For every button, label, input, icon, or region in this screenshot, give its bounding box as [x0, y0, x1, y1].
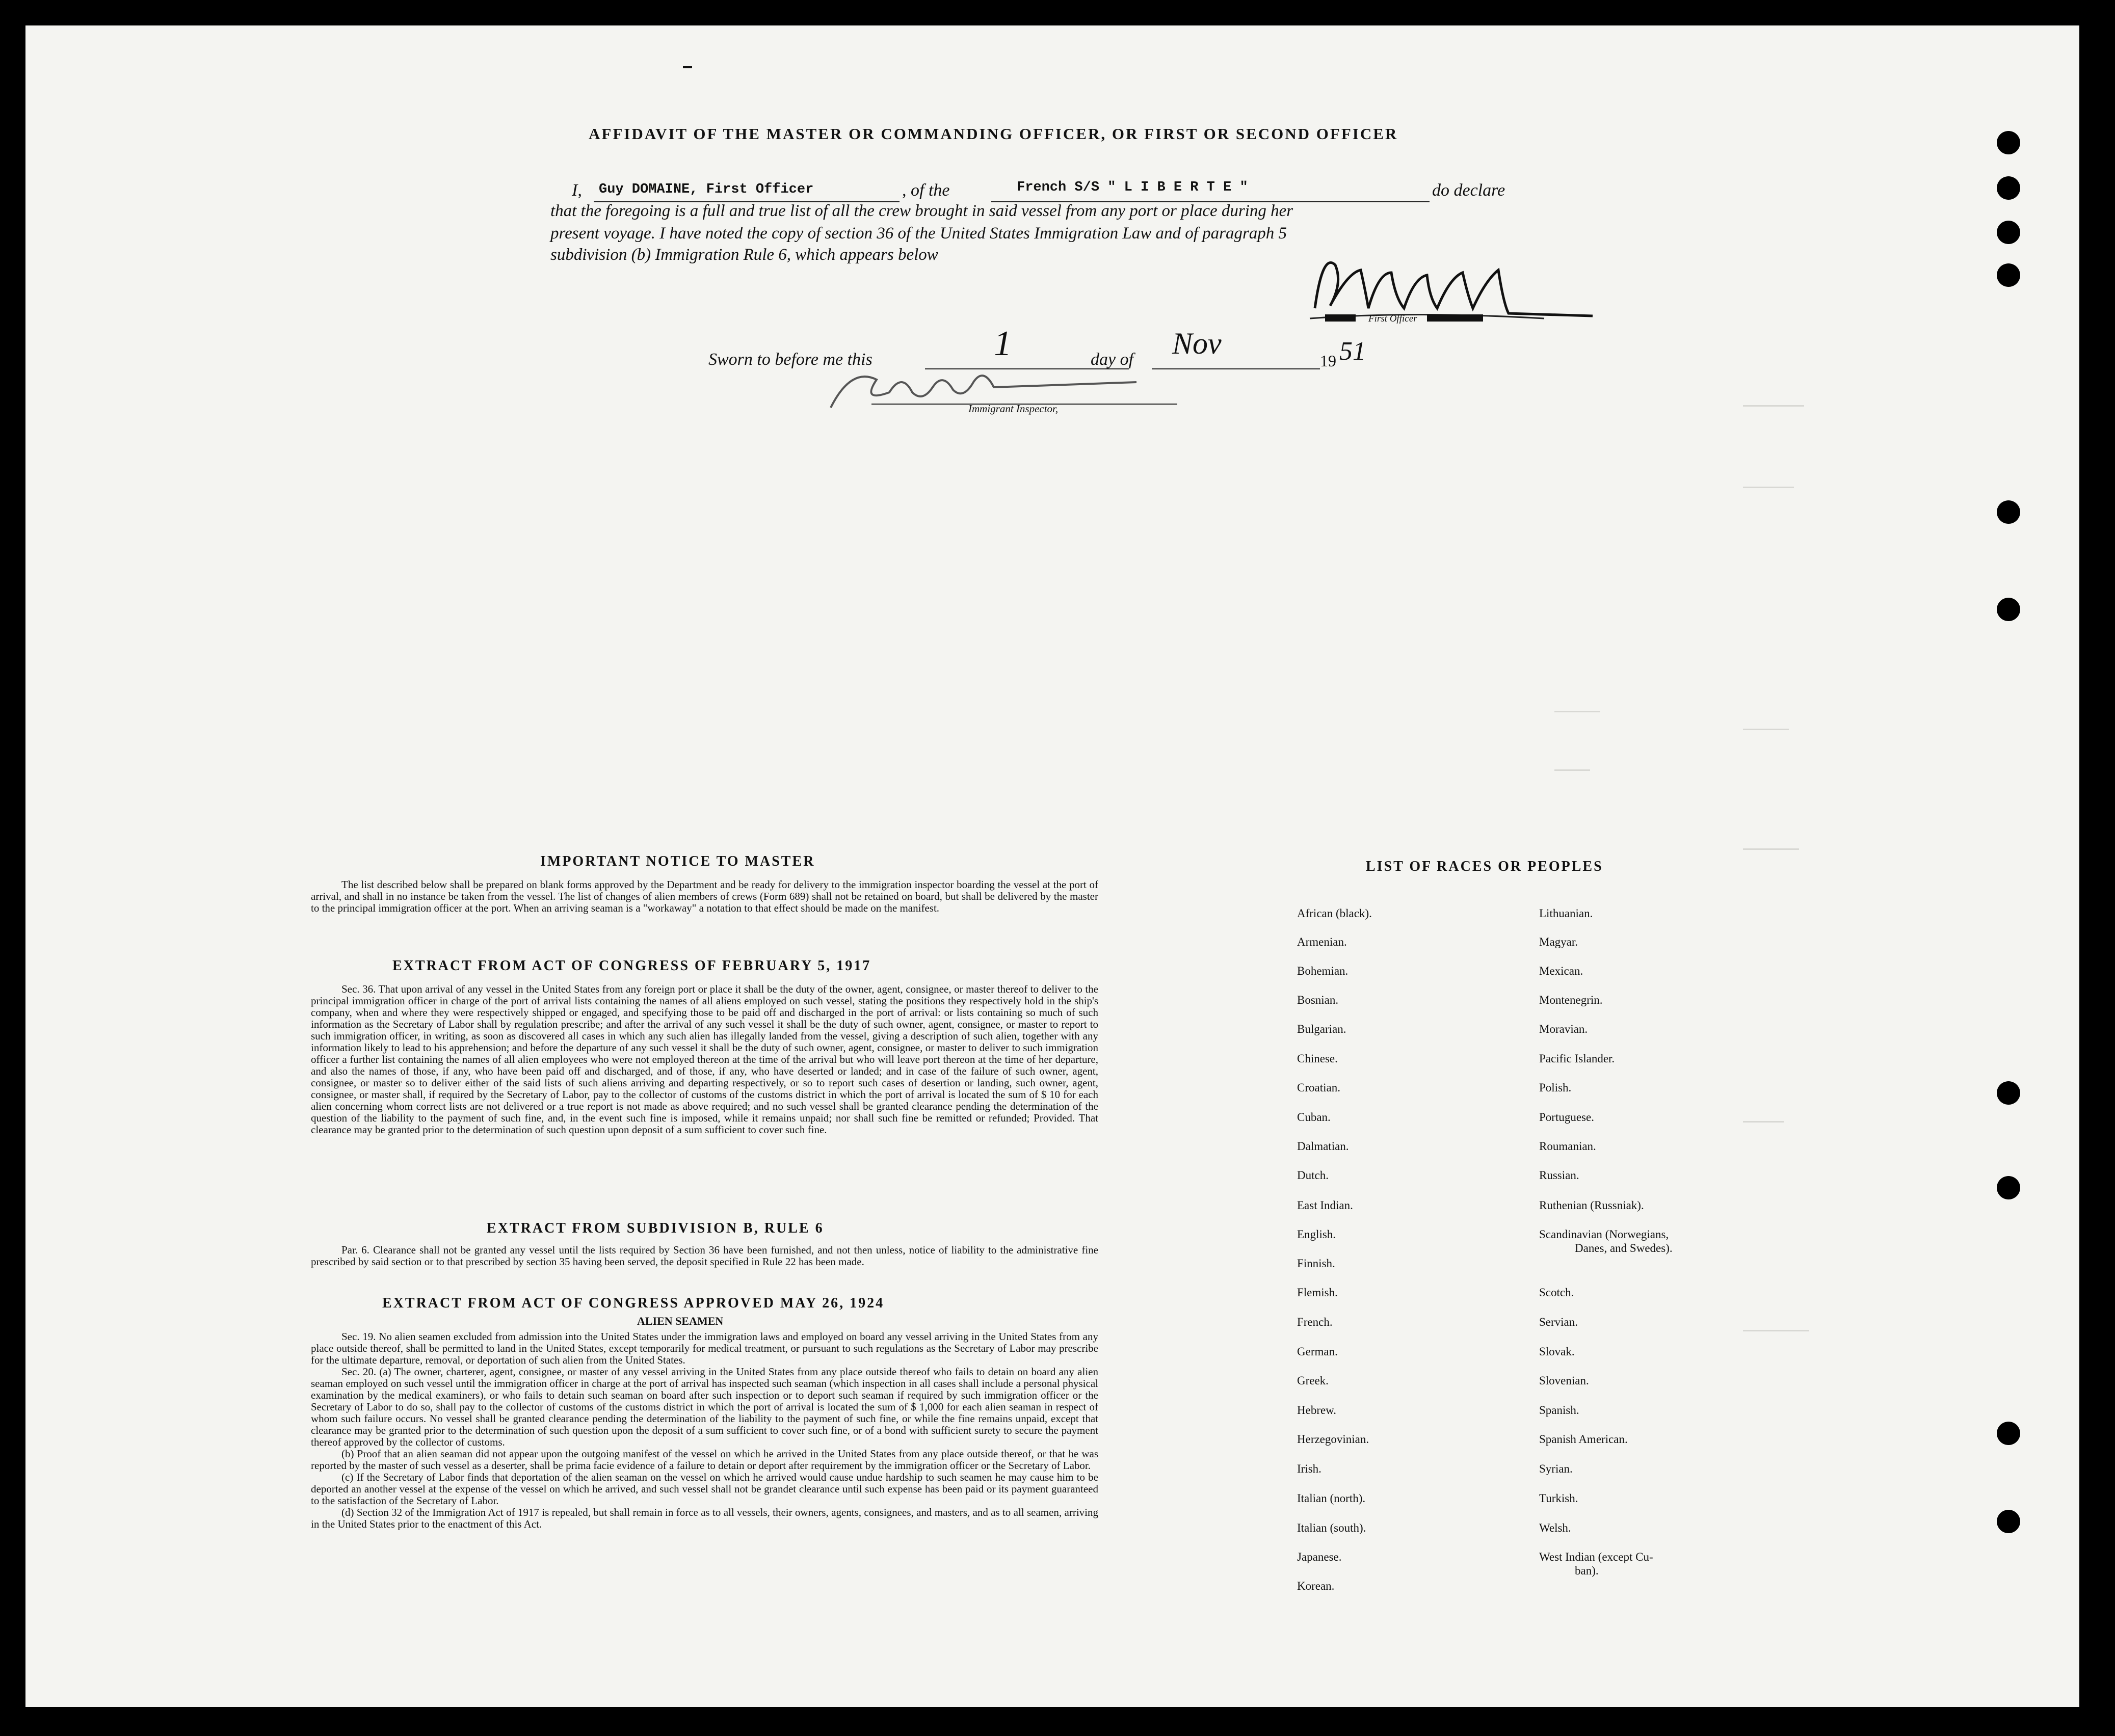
extract-1924-paragraph: (c) If the Secretary of Labor finds that deportation of the alien seaman on the vessel on which he arrived would cause undue hardship to such seamen he may cause him to be deported an another vessel at the expense of the vessel on which he arrived, and such vessel shall not be grandet clearance until such expense has been paid or its payment guaranteed to the satisfaction of the Secretary of Labor.: [311, 1471, 1098, 1507]
bleed-through-mark: [1743, 1121, 1784, 1123]
race-item: East Indian.: [1297, 1199, 1353, 1212]
notice-title: IMPORTANT NOTICE TO MASTER: [540, 853, 815, 869]
vessel-name: French S/S " L I B E R T E ": [1017, 180, 1248, 195]
race-item: Mexican.: [1539, 965, 1583, 977]
race-item: Polish.: [1539, 1081, 1572, 1094]
race-item: Herzegovinian.: [1297, 1433, 1369, 1446]
race-item: Dutch.: [1297, 1169, 1329, 1182]
affidavit-line-3: present voyage. I have noted the copy of section 36 of the United States Immigration Law and of paragraph 5: [550, 224, 1287, 243]
bleed-through-mark: [1743, 487, 1794, 488]
race-item: Scotch.: [1539, 1286, 1574, 1299]
document-page: [25, 25, 2079, 1707]
race-item: Portuguese.: [1539, 1111, 1594, 1124]
race-item: French.: [1297, 1316, 1333, 1328]
punch-hole: [1997, 500, 2020, 524]
notice-paragraph: The list described below shall be prepared on blank forms approved by the Department and be ready for delivery to the immigration inspector boarding the vessel at the port of arrival, and shall in no instance be taken from the vessel. The list of changes of alien members of crews (Form 689) shall not be retained on board, but shall be delivered by the master to the principal immigration officer at the port. When an arriving seaman is a "workaway" a notation to that effect should be made on the manifest.: [311, 878, 1098, 914]
punch-hole: [1997, 221, 2020, 244]
race-item: Japanese.: [1297, 1551, 1342, 1563]
punch-hole: [1997, 1422, 2020, 1445]
bleed-through-mark: [1743, 405, 1804, 407]
year-prefix: 19: [1320, 352, 1336, 370]
top-mark: [683, 66, 692, 68]
extract-rule6-text: [311, 1244, 1098, 1268]
race-item: Finnish.: [1297, 1257, 1335, 1270]
inspector-signature: [800, 352, 1208, 428]
race-item: Ruthenian (Russniak).: [1539, 1199, 1644, 1212]
race-item: Hebrew.: [1297, 1404, 1337, 1417]
race-item: German.: [1297, 1345, 1338, 1358]
notice-text: [311, 879, 1098, 914]
day-of-label: day of: [1091, 350, 1134, 369]
race-item: Italian (north).: [1297, 1492, 1366, 1505]
race-item: Syrian.: [1539, 1462, 1573, 1475]
extract-1924-paragraph: Sec. 20. (a) The owner, charterer, agent, consignee, or master of any vessel arriving in the United States from any place outside thereof who fails to detain on board any alien seaman employed on such vessel until the immigration officer in charge at the port of arrival has inspected such seaman (which inspection in all cases shall include a personal physical examination by the medical examiners), or who fails to detain such seaman on board after such inspection or to deport such seaman if required by such immigration officer or the Secretary of Labor to do so, shall pay to the collector of customs of the customs district in which the port of arrival is located the sum of $ 1,000 for each alien seaman in respect of whom such failure occurs. No vessel shall be granted clearance pending the determination of the liability to the payment of such fine, or while the fine remains unpaid, except that clearance may be granted prior to the determination of such question upon the deposit of a sum sufficient to cover such fine, or of a bond with sufficient surety to secure the payment thereof approved by the collector of customs.: [311, 1366, 1098, 1448]
race-item: African (black).: [1297, 907, 1372, 920]
race-item: Lithuanian.: [1539, 907, 1593, 920]
race-item: Korean.: [1297, 1580, 1335, 1592]
race-item: Servian.: [1539, 1316, 1578, 1328]
extract-1924-title: EXTRACT FROM ACT OF CONGRESS APPROVED MAY 26, 1924: [382, 1295, 885, 1311]
race-item: Scandinavian (Norwegians,: [1539, 1228, 1669, 1241]
race-item: Italian (south).: [1297, 1521, 1366, 1534]
race-item: Pacific Islander.: [1539, 1052, 1615, 1065]
races-title: LIST OF RACES OR PEOPLES: [1366, 859, 1603, 874]
signature-caption: First Officer: [1368, 313, 1417, 324]
extract-1924-paragraph: Sec. 19. No alien seamen excluded from admission into the United States under the immigration laws and employed on board any vessel arriving in the United States from any place outside thereof, shall be permitted to land in the United States, except temporarily for medical treatment, or pursuant to such regulations as the Secretary of Labor may prescribe for the ultimate departure, removal, or deportation of such alien from the United States.: [311, 1330, 1098, 1366]
affidavit-line-4: subdivision (b) Immigration Rule 6, which appears below: [550, 246, 938, 264]
bleed-through-mark: [1743, 729, 1789, 730]
race-item: Turkish.: [1539, 1492, 1578, 1505]
extract-rule6-title: EXTRACT FROM SUBDIVISION B, RULE 6: [487, 1220, 824, 1236]
affidavit-title: AFFIDAVIT OF THE MASTER OR COMMANDING OFFICER, OR FIRST OR SECOND OFFICER: [589, 125, 1398, 143]
officer-signature: [1259, 242, 1616, 334]
race-item: Irish.: [1297, 1462, 1321, 1475]
affidavit-line-2: that the foregoing is a full and true list of all the crew brought in said vessel from any port or place during her: [550, 202, 1293, 220]
punch-hole: [1997, 131, 2020, 154]
race-item: Greek.: [1297, 1374, 1329, 1387]
extract-rule6-paragraph: Par. 6. Clearance shall not be granted any vessel until the lists required by Section 36 have been furnished, and not then unless, notice of liability to the administrative fine prescribed by said section or to that prescribed by section 35 having been served, the deposit specified in Rule 22 has been made.: [311, 1244, 1098, 1268]
bleed-through-mark: [1743, 848, 1799, 850]
race-item: Croatian.: [1297, 1081, 1340, 1094]
race-item: West Indian (except Cu-: [1539, 1551, 1653, 1563]
race-item: English.: [1297, 1228, 1336, 1241]
punch-hole: [1997, 1510, 2020, 1533]
race-item: Flemish.: [1297, 1286, 1338, 1299]
bleed-through-mark: [1554, 711, 1600, 712]
race-item: Danes, and Swedes).: [1575, 1242, 1673, 1254]
race-item: Magyar.: [1539, 936, 1578, 948]
race-item: Chinese.: [1297, 1052, 1338, 1065]
race-item: Dalmatian.: [1297, 1140, 1349, 1153]
extract-1924-paragraph: (d) Section 32 of the Immigration Act of 1917 is repealed, but shall remain in force as to all vessels, their owners, agents, consignees, and masters, and as to all seamen, arriving in the United States prior to the enactment of this Act.: [311, 1506, 1098, 1530]
punch-hole: [1997, 176, 2020, 200]
of-the-label: , of the: [902, 181, 950, 200]
race-item: Spanish.: [1539, 1404, 1579, 1417]
officer-name: Guy DOMAINE, First Officer: [599, 182, 814, 197]
extract-1917-text: [311, 983, 1098, 1136]
bleed-through-mark: [1554, 769, 1590, 771]
race-item: Cuban.: [1297, 1111, 1331, 1124]
race-item: Moravian.: [1539, 1023, 1588, 1035]
race-item: Slovenian.: [1539, 1374, 1589, 1387]
year-suffix: 51: [1339, 337, 1366, 366]
punch-hole: [1997, 1081, 2020, 1105]
punch-hole: [1997, 598, 2020, 621]
race-item: Armenian.: [1297, 936, 1347, 948]
extract-1917-paragraph: Sec. 36. That upon arrival of any vessel in the United States from any foreign port or place it shall be the duty of the owner, agent, consignee, or master thereof to deliver to the principal immigration officer in charge of the port of arrival lists containing the names of all aliens employed on such vessel, stating the positions they respectively hold in the ship's company, when and where they were respectively shipped or engaged, and specifying those to be paid off and discharged in the port of arrival: or lists containing so much of such information as the Secretary of Labor shall by regulation prescribe; and after the arrival of any such vessel it shall be the duty of such owner, agent, consignee, or master to report to such immigration officer, in writing, as soon as discovered all cases in which any such alien has illegally landed from the vessel, giving a description of such alien, together with any information likely to lead to his apprehension; and before the departure of any such vessel it shall be the duty of such owner, agent, consignee, or master to deliver to such immigration officer a further list containing the names of all alien employees who were not employed thereon at the time of the arrival but who will leave port thereon at the time of her departure, and also the names of those, if any, who have been paid off and discharged, and of those, if any, who have deserted or landed; and in case of the failure of such owner, agent, consignee, or master so to deliver either of the said lists of such aliens arriving and departing respectively, or so to report such cases of desertion or landing, such owner, agent, consignee, or master shall, if required by the Secretary of Labor, pay to the collector of customs of the customs district in which the port of arrival is located the sum of $ 10 for each alien concerning whom correct lists are not delivered or a true report is not made as above required; and no such vessel shall be granted clearance pending the determination of the question of the liability to the payment of such fine, and, in the event such fine is imposed, while it remains unpaid; nor shall such fine be remitted or refunded; Provided. That clearance may be granted prior to the determination of such question upon deposit of a sum sufficient to cover such fine.: [311, 983, 1098, 1136]
race-item: Montenegrin.: [1539, 994, 1603, 1006]
race-item: Russian.: [1539, 1169, 1579, 1182]
race-item: Bulgarian.: [1297, 1023, 1346, 1035]
bleed-through-mark: [1743, 1330, 1809, 1331]
race-item: Welsh.: [1539, 1521, 1571, 1534]
extract-1924-paragraph: (b) Proof that an alien seaman did not appear upon the outgoing manifest of the vessel on which he arrived in the United States from any place outside thereof, or that he was reported by the master of such vessel as a deserter, shall be prima facie evidence of a failure to detain or deport after requirement by the immigration officer or the Secretary of Labor.: [311, 1448, 1098, 1472]
punch-hole: [1997, 1176, 2020, 1199]
sworn-month: Nov: [1172, 327, 1222, 360]
race-item: Bohemian.: [1297, 965, 1349, 977]
extract-1924-text: [311, 1331, 1098, 1530]
race-item: Spanish American.: [1539, 1433, 1628, 1446]
sworn-prefix: Sworn to before me this: [708, 350, 873, 369]
sworn-day: 1: [994, 324, 1012, 363]
race-item: Bosnian.: [1297, 994, 1339, 1006]
race-item: Roumanian.: [1539, 1140, 1596, 1153]
affidavit-pronoun: I,: [572, 181, 582, 200]
do-declare-label: do declare: [1432, 181, 1505, 200]
extract-1917-title: EXTRACT FROM ACT OF CONGRESS OF FEBRUARY 5, 1917: [392, 958, 871, 974]
race-item: ban).: [1575, 1564, 1599, 1577]
inspector-caption: Immigrant Inspector,: [968, 403, 1059, 415]
extract-1924-subtitle: ALIEN SEAMEN: [637, 1315, 724, 1327]
punch-hole: [1997, 263, 2020, 287]
race-item: Slovak.: [1539, 1345, 1575, 1358]
